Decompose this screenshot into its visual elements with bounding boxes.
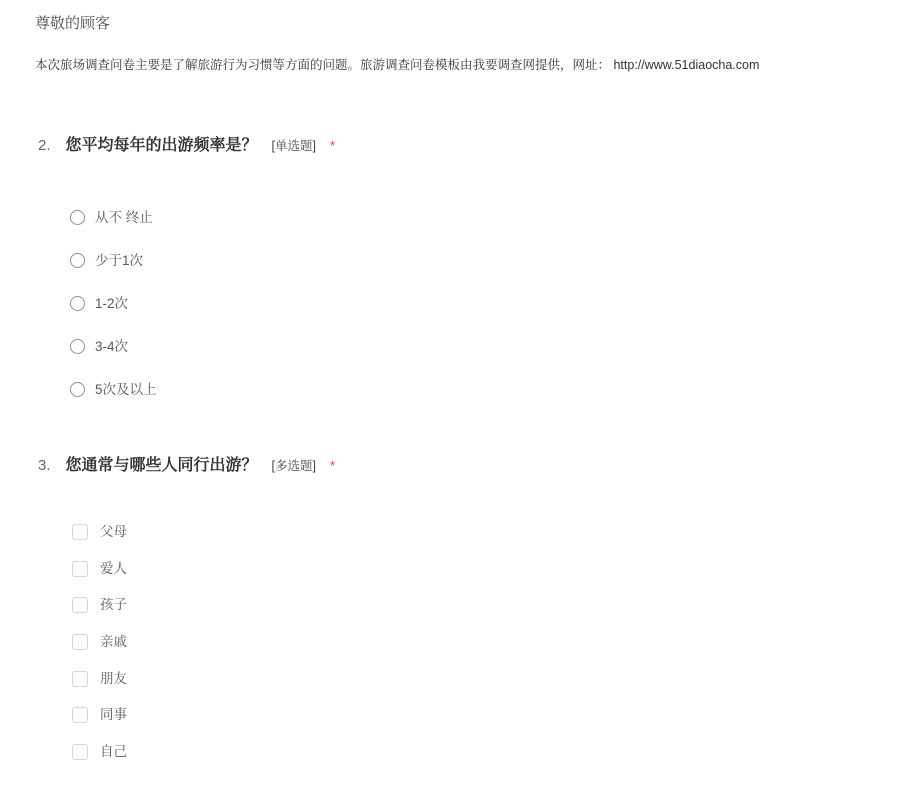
option-label[interactable]: 爱人 xyxy=(100,560,127,576)
questions xyxy=(0,136,900,770)
radio-icon[interactable] xyxy=(70,339,85,354)
radio-icon[interactable] xyxy=(70,382,85,397)
question-title: 您平均每年的出游频率是？ xyxy=(65,137,258,154)
option-label[interactable]: 父母 xyxy=(100,524,127,540)
checkbox-option-row[interactable] xyxy=(70,514,900,551)
option-label[interactable]: 3-4次 xyxy=(95,338,129,354)
survey-greeting: 尊敬的顾客 xyxy=(35,15,111,32)
question-header xyxy=(38,136,900,156)
radio-icon[interactable] xyxy=(70,253,85,268)
question-number: 2. xyxy=(38,137,51,154)
question-block xyxy=(0,136,900,411)
question-number: 3. xyxy=(38,457,51,474)
checkbox-icon[interactable] xyxy=(72,671,88,687)
radio-option-row[interactable] xyxy=(70,325,900,368)
question-type-tag: [多选题] xyxy=(271,459,316,473)
radio-icon[interactable] xyxy=(70,296,85,311)
checkbox-icon[interactable] xyxy=(72,707,88,723)
option-label[interactable]: 亲戚 xyxy=(100,634,127,650)
radio-option-row[interactable] xyxy=(70,196,900,239)
question-type-tag: [单选题] xyxy=(271,139,316,153)
checkbox-icon[interactable] xyxy=(72,561,88,577)
checkbox-option-row[interactable] xyxy=(70,587,900,624)
required-asterisk: * xyxy=(329,138,336,153)
option-label[interactable]: 孩子 xyxy=(100,597,127,613)
question-title: 您通常与哪些人同行出游？ xyxy=(65,457,258,474)
checkbox-option-row[interactable] xyxy=(70,551,900,588)
option-label[interactable]: 少于1次 xyxy=(95,252,144,268)
checkbox-option-row[interactable] xyxy=(70,734,900,771)
survey-description: 本次旅场调查问卷主要是了解旅游行为习惯等方面的问题。旅游调查问卷模板由我要调查网提供，网址： http://www.51diaocha.com xyxy=(35,58,760,72)
radio-option-row[interactable] xyxy=(70,368,900,411)
radio-option-row[interactable] xyxy=(70,282,900,325)
checkbox-option-list xyxy=(70,514,900,770)
radio-icon[interactable] xyxy=(70,210,85,225)
option-label[interactable]: 朋友 xyxy=(100,670,127,686)
question-header xyxy=(38,456,900,476)
checkbox-icon[interactable] xyxy=(72,524,88,540)
option-label[interactable]: 从不 终止 xyxy=(95,209,153,225)
checkbox-icon[interactable] xyxy=(72,634,88,650)
checkbox-option-row[interactable] xyxy=(70,660,900,697)
option-label[interactable]: 同事 xyxy=(100,707,127,723)
option-label[interactable]: 自己 xyxy=(100,743,127,759)
checkbox-icon[interactable] xyxy=(72,597,88,613)
checkbox-icon[interactable] xyxy=(72,744,88,760)
question-block xyxy=(0,456,900,770)
option-label[interactable]: 5次及以上 xyxy=(95,381,157,397)
radio-option-list xyxy=(70,196,900,411)
checkbox-option-row[interactable] xyxy=(70,624,900,661)
radio-option-row[interactable] xyxy=(70,239,900,282)
option-label[interactable]: 1-2次 xyxy=(95,295,129,311)
required-asterisk: * xyxy=(329,458,336,473)
checkbox-option-row[interactable] xyxy=(70,697,900,734)
